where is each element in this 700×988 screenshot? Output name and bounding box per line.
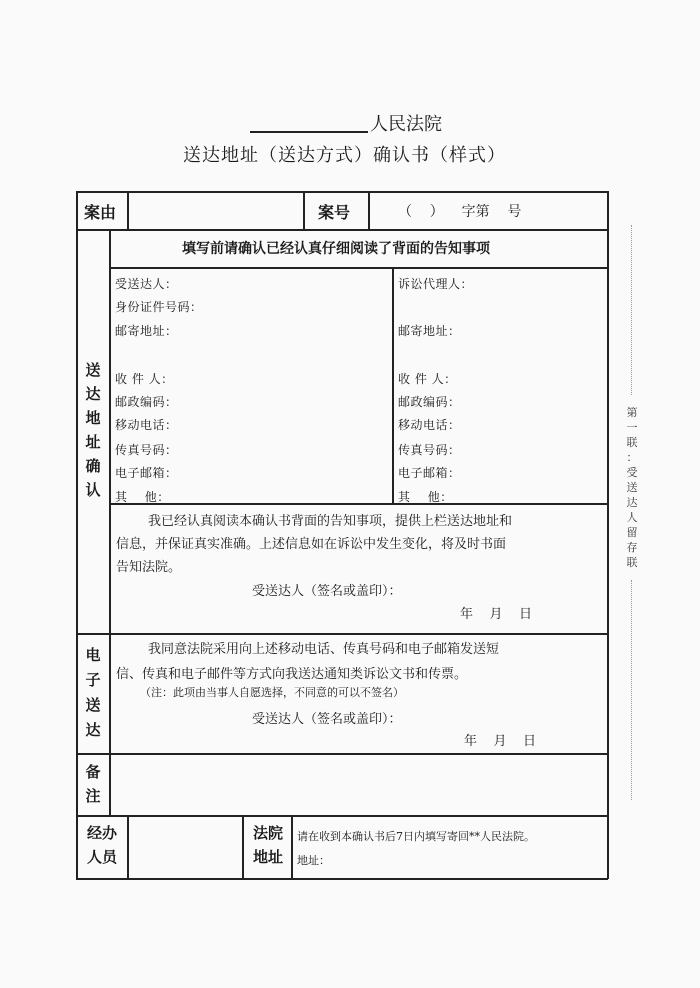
agent-email-field[interactable]: 电子邮箱：	[398, 466, 461, 480]
margin-dotted-line-top	[631, 225, 632, 395]
agent-postcode-field[interactable]: 邮政编码：	[398, 395, 461, 409]
agent-fax-field[interactable]: 传真号码：	[398, 443, 461, 457]
court-name-blank	[250, 131, 368, 133]
declaration-line-2: 信息，并保证真实准确。上述信息如在诉讼中发生变化，将及时书面	[116, 537, 507, 552]
mail-address-field[interactable]: 邮寄地址：	[115, 324, 178, 338]
cause-field[interactable]	[129, 193, 301, 228]
electronic-signature-label[interactable]: 受送达人（签名或盖印）：	[252, 712, 402, 727]
agent-receiver-field[interactable]: 收 件 人：	[398, 372, 457, 386]
other-field[interactable]: 其 他：	[115, 490, 170, 504]
electronic-consent-line-1: 我同意法院采用向上述移动电话、传真号码和电子邮箱发送短	[148, 642, 500, 657]
agent-mobile-field[interactable]: 移动电话：	[398, 418, 461, 432]
cause-label: 案由	[84, 203, 117, 222]
electronic-consent-line-2: 信、传真和电子邮件等方式向我送达通知类诉讼文书和传票。	[116, 667, 468, 682]
court-name: 人民法院	[370, 114, 442, 135]
receiver-field[interactable]: 收 件 人：	[115, 372, 174, 386]
address-confirm-side-label: 送 达 地 址 确 认	[85, 361, 101, 499]
case-no-field[interactable]: （ ） 字第 号	[398, 204, 522, 220]
recipient-signature-date[interactable]: 年 月 日	[460, 607, 533, 622]
margin-dotted-line-bottom	[631, 580, 632, 800]
court-address-label: 法院 地址	[252, 824, 283, 866]
electronic-signature-date[interactable]: 年 月 日	[464, 734, 537, 749]
postcode-field[interactable]: 邮政编码：	[115, 395, 178, 409]
remarks-field[interactable]	[111, 755, 605, 813]
agent-field[interactable]: 诉讼代理人：	[398, 277, 474, 291]
electronic-consent-note: （注：此项由当事人自愿选择，不同意的可以不签名）	[140, 686, 404, 699]
mobile-field[interactable]: 移动电话：	[115, 418, 178, 432]
declaration-line-3: 告知法院。	[116, 560, 182, 575]
declaration-line-1: 我已经认真阅读本确认书背面的告知事项，提供上栏送达地址和	[148, 514, 513, 529]
handler-label: 经办 人员	[86, 824, 117, 866]
return-instruction: 请在收到本确认书后7日内填写寄回**人民法院。	[297, 830, 535, 843]
recipient-field[interactable]: 受送达人：	[115, 277, 178, 291]
electronic-service-side-label: 电 子 送 达	[85, 646, 101, 739]
agent-other-field[interactable]: 其 他：	[398, 490, 453, 504]
id-number-field[interactable]: 身份证件号码：	[115, 300, 203, 314]
case-no-label: 案号	[318, 203, 351, 222]
email-field[interactable]: 电子邮箱：	[115, 466, 178, 480]
fax-field[interactable]: 传真号码：	[115, 443, 178, 457]
court-address-field[interactable]: 地址：	[297, 854, 330, 867]
notice-heading: 填写前请确认已经认真仔细阅读了背面的告知事项	[182, 241, 490, 257]
agent-mail-address-field[interactable]: 邮寄地址：	[398, 324, 461, 338]
page-title: 送达地址（送达方式）确认书（样式）	[183, 145, 506, 166]
recipient-signature-label[interactable]: 受送达人（签名或盖印）：	[252, 584, 402, 599]
handler-field[interactable]	[129, 817, 240, 877]
copy-label: 第 一 联 ： 受 送 达 人 留 存 联	[626, 406, 638, 569]
remarks-side-label: 备 注	[85, 763, 101, 805]
